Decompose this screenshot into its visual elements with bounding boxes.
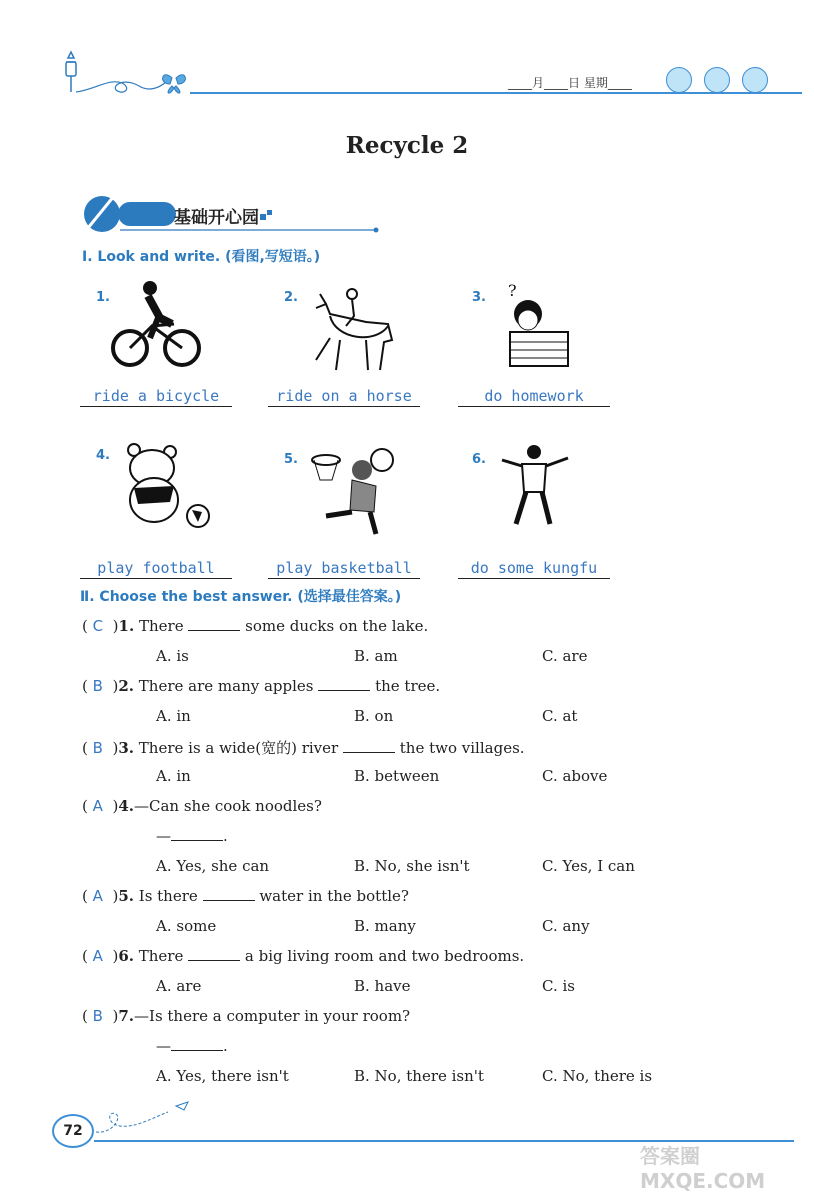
basketball-player-icon	[304, 446, 414, 536]
swirl-line-icon	[76, 82, 166, 92]
answer-choice: A	[92, 947, 103, 965]
page-title: Recycle 2	[345, 132, 469, 159]
section-2-title: Ⅱ. Choose the best answer. (选择最佳答案。)	[80, 589, 402, 605]
item-number: 2.	[284, 290, 298, 305]
lamp-icon	[66, 52, 76, 92]
question-7-reply-line: — .	[156, 1037, 228, 1055]
option-a: A. in	[156, 707, 191, 725]
answer-field: play basketball	[268, 558, 420, 579]
question-5: ( A )5. Is there water in the bottle?	[82, 887, 409, 905]
horse-rider-icon	[296, 284, 406, 374]
student-desk-icon	[488, 280, 598, 370]
laughing-face-icon	[742, 67, 768, 93]
svg-text:?: ?	[508, 281, 517, 300]
answer-choice: A	[92, 887, 103, 905]
question-4: ( A )4.—Can she cook noodles?	[82, 797, 322, 815]
option-b: B. on	[354, 707, 394, 725]
answer-field: do some kungfu	[458, 558, 610, 579]
answer-field: play football	[80, 558, 232, 579]
question-2: ( B )2. There are many apples the tree.	[82, 677, 441, 695]
page-number: 72	[52, 1114, 94, 1148]
answer-blank	[188, 948, 240, 961]
item-number: 1.	[96, 290, 110, 305]
date-field: ____月____日 星期____	[508, 76, 632, 90]
banner-title: 基础开心园	[174, 208, 259, 228]
question-6: ( A )6. There a big living room and two bedrooms.	[82, 947, 525, 965]
option-b: B. many	[354, 917, 416, 935]
question-4-reply-line: — .	[156, 827, 228, 845]
header-rule	[190, 92, 802, 94]
answer-choice: B	[92, 677, 103, 695]
answer-field: ride on a horse	[268, 386, 420, 407]
answer-choice: C	[92, 617, 104, 635]
option-c: C. are	[542, 647, 588, 665]
option-a: A. is	[156, 647, 189, 665]
question-7: ( B )7.—Is there a computer in your room?	[82, 1007, 411, 1025]
option-c: C. Yes, I can	[542, 857, 635, 875]
option-c: C. No, there is	[542, 1067, 653, 1085]
item-number: 5.	[284, 452, 298, 467]
option-a: A. Yes, she can	[156, 857, 270, 875]
answer-field: do homework	[458, 386, 610, 407]
option-b: B. between	[354, 767, 440, 785]
answer-blank	[203, 888, 255, 901]
question-1: ( C )1. There some ducks on the lake.	[82, 617, 429, 635]
option-c: C. at	[542, 707, 578, 725]
watermark: 答案圈 MXQE.COM	[640, 1144, 766, 1193]
answer-blank	[171, 828, 223, 841]
section-1-title: Ⅰ. Look and write. (看图,写短语。)	[82, 249, 321, 265]
option-c: C. any	[542, 917, 590, 935]
kungfu-icon	[490, 442, 600, 532]
option-c: C. is	[542, 977, 575, 995]
option-b: B. No, there isn't	[354, 1067, 484, 1085]
option-b: B. am	[354, 647, 398, 665]
answer-choice: B	[92, 1007, 103, 1025]
pencil-globe-icon	[84, 196, 120, 232]
option-c: C. above	[542, 767, 608, 785]
bear-football-icon	[110, 442, 220, 532]
footer-swirl-icon	[92, 1098, 202, 1138]
smiley-face-icon	[666, 67, 692, 93]
item-number: 3.	[472, 290, 486, 305]
butterfly-icon	[163, 75, 186, 93]
answer-field: ride a bicycle	[80, 386, 232, 407]
answer-blank	[318, 678, 370, 691]
question-3: ( B )3. There is a wide(宽的) river the two villages.	[82, 739, 525, 757]
answer-blank	[171, 1038, 223, 1051]
option-b: B. have	[354, 977, 411, 995]
cyclist-icon	[104, 278, 214, 368]
item-number: 6.	[472, 452, 486, 467]
answer-blank	[343, 740, 395, 753]
option-a: A. Yes, there isn't	[156, 1067, 289, 1085]
option-a: A. some	[156, 917, 217, 935]
answer-blank	[188, 618, 240, 631]
answer-choice: B	[92, 739, 103, 757]
option-a: A. in	[156, 767, 191, 785]
item-number: 4.	[96, 448, 110, 463]
option-b: B. No, she isn't	[354, 857, 470, 875]
option-a: A. are	[156, 977, 202, 995]
neutral-face-icon	[704, 67, 730, 93]
header-decoration	[54, 38, 204, 102]
answer-choice: A	[92, 797, 103, 815]
